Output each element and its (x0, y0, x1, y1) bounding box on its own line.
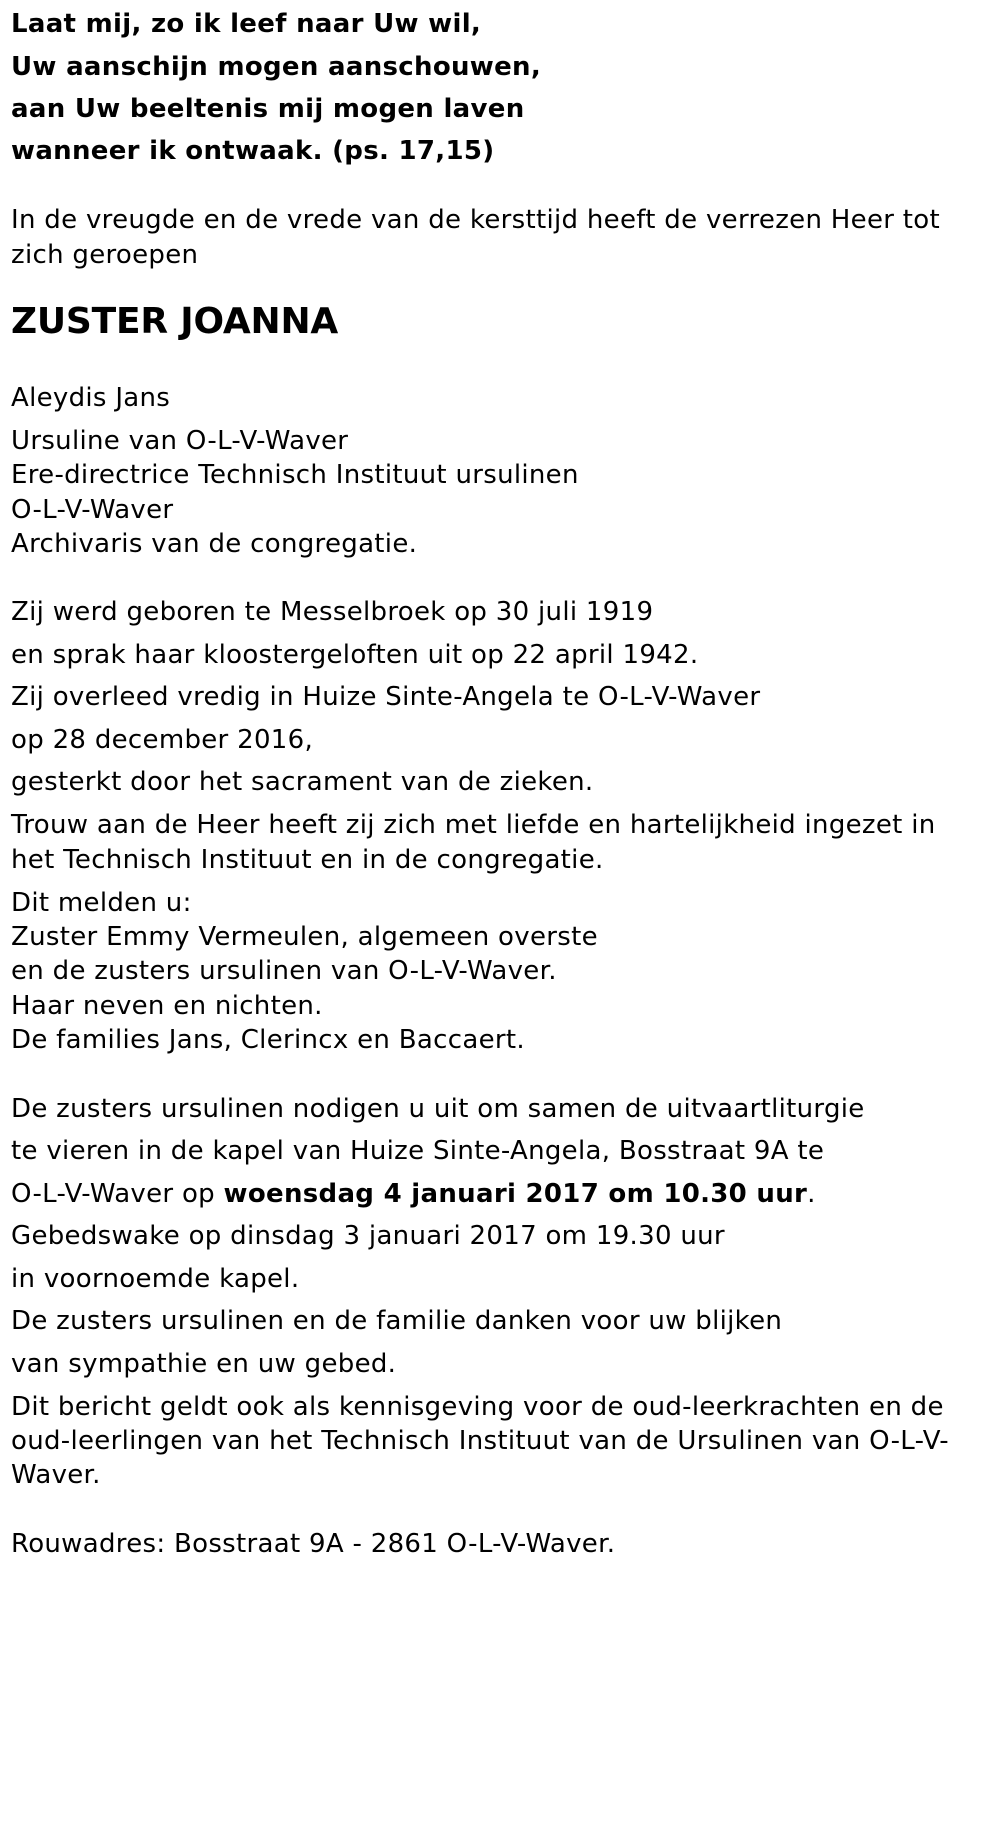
life-line: De families Jans, Clerincx en Baccaert. (11, 1025, 525, 1055)
detail-line: O-L-V-Waver (11, 495, 174, 525)
funeral-line: van sympathie en uw gebed. (11, 1349, 397, 1379)
detail-line: Ursuline van O-L-V-Waver (11, 426, 349, 456)
life-line: Zij werd geboren te Messelbroek op 30 juli 1919 (11, 597, 654, 627)
detail-line: Ere-directrice Technisch Instituut ursulinen (11, 460, 579, 490)
detail-line: Archivaris van de congregatie. (11, 529, 418, 559)
psalm-line: Uw aanschijn mogen aanschouwen, (11, 52, 542, 82)
funeral-line-datetime (11, 1174, 816, 1214)
deceased-name-title: ZUSTER JOANNA (11, 301, 339, 342)
funeral-line: in voornoemde kapel. (11, 1264, 300, 1294)
life-line: op 28 december 2016, (11, 725, 314, 755)
life-line: en de zusters ursulinen van O-L-V-Waver. (11, 956, 557, 986)
funeral-line: Waver. (11, 1460, 101, 1490)
life-line: Zuster Emmy Vermeulen, algemeen overste (11, 922, 598, 952)
funeral-place-text: O-L-V-Waver op (11, 1179, 224, 1209)
funeral-line: De zusters ursulinen nodigen u uit om samen de uitvaartliturgie (11, 1094, 865, 1124)
mourning-address: Rouwadres: Bosstraat 9A - 2861 O-L-V-Waver. (11, 1529, 616, 1559)
life-line: Dit melden u: (11, 888, 192, 918)
funeral-line: oud-leerlingen van het Technisch Instituut van de Ursulinen van O-L-V- (11, 1426, 949, 1456)
life-line: Haar neven en nichten. (11, 991, 323, 1021)
funeral-datetime-bold: woensdag 4 januari 2017 om 10.30 uur (223, 1179, 808, 1209)
funeral-line: Dit bericht geldt ook als kennisgeving voor de oud-leerkrachten en de (11, 1392, 944, 1422)
psalm-line: wanneer ik ontwaak. (ps. 17,15) (11, 136, 495, 166)
life-line: gesterkt door het sacrament van de zieken. (11, 767, 594, 797)
life-line: Zij overleed vredig in Huize Sinte-Angela te O-L-V-Waver (11, 682, 761, 712)
funeral-period: . (807, 1179, 816, 1209)
life-line: Trouw aan de Heer heeft zij zich met liefde en hartelijkheid ingezet in (11, 810, 936, 840)
life-line: en sprak haar kloostergeloften uit op 22 april 1942. (11, 640, 699, 670)
psalm-line: Laat mij, zo ik leef naar Uw wil, (11, 9, 482, 39)
detail-line: Aleydis Jans (11, 383, 171, 413)
life-line: het Technisch Instituut en in de congregatie. (11, 845, 604, 875)
funeral-line: De zusters ursulinen en de familie danken voor uw blijken (11, 1306, 783, 1336)
intro-line: zich geroepen (11, 240, 199, 270)
intro-line: In de vreugde en de vrede van de kersttijd heeft de verrezen Heer tot (11, 205, 940, 235)
psalm-line: aan Uw beeltenis mij mogen laven (11, 94, 525, 124)
funeral-line: Gebedswake op dinsdag 3 januari 2017 om 19.30 uur (11, 1221, 725, 1251)
funeral-line: te vieren in de kapel van Huize Sinte-Angela, Bosstraat 9A te (11, 1136, 825, 1166)
